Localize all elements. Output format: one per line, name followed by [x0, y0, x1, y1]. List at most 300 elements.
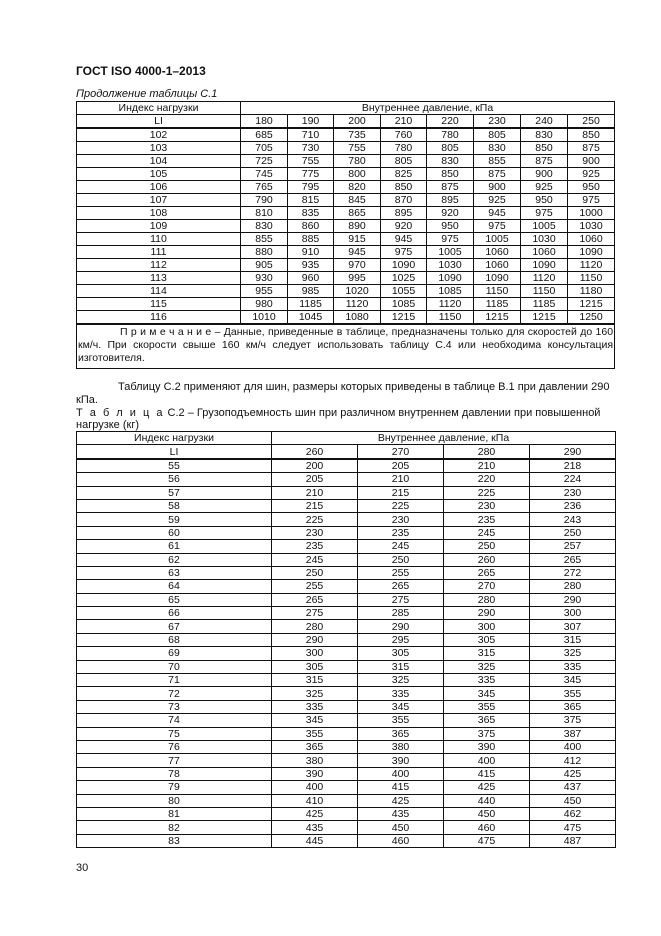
- table-row: [77, 553, 616, 566]
- table-row: [77, 700, 616, 713]
- table-cell: 265: [358, 580, 444, 593]
- table-cell: 410: [272, 794, 358, 807]
- table-cell: 365: [272, 740, 358, 753]
- table-row: [77, 181, 615, 194]
- table1-li-label: LI: [77, 115, 241, 129]
- table-cell: 1090: [381, 259, 427, 272]
- table-cell: 920: [427, 207, 474, 220]
- table-cell: 875: [427, 181, 474, 194]
- table2-pressure-header: Внутреннее давление, кПа: [272, 432, 616, 445]
- table2: [76, 431, 616, 848]
- table-cell: 380: [272, 754, 358, 767]
- table-cell: 1090: [568, 246, 615, 259]
- table-cell: 825: [381, 168, 427, 181]
- table-cell: 325: [358, 674, 444, 687]
- table-cell: 415: [358, 781, 444, 794]
- table-cell: 400: [530, 740, 616, 753]
- table-cell: 1120: [521, 272, 568, 285]
- table1-pressure-header: Внутреннее давление, кПа: [241, 102, 615, 115]
- table-cell: 745: [241, 168, 288, 181]
- pressure-header-cell: 190: [288, 115, 334, 129]
- table-cell: 335: [530, 660, 616, 673]
- table-row: [77, 807, 616, 820]
- table-cell: 860: [288, 220, 334, 233]
- table-cell: 1150: [521, 285, 568, 298]
- table-cell: 280: [530, 580, 616, 593]
- table-row: [77, 607, 616, 620]
- table-cell: 290: [358, 620, 444, 633]
- table1-note: [77, 324, 615, 369]
- table-cell: 415: [444, 767, 530, 780]
- table-cell: 1120: [568, 259, 615, 272]
- table-cell: 435: [272, 821, 358, 834]
- table-cell: 425: [444, 781, 530, 794]
- table-cell: 335: [444, 674, 530, 687]
- table-cell: 305: [272, 660, 358, 673]
- table-cell: 945: [334, 246, 381, 259]
- table-cell: 230: [444, 499, 530, 512]
- table-cell: 365: [530, 700, 616, 713]
- table-cell: 1005: [474, 233, 521, 246]
- table-row: [77, 727, 616, 740]
- table-cell: 257: [530, 540, 616, 553]
- table-cell: 265: [444, 566, 530, 579]
- table-cell: 1000: [568, 207, 615, 220]
- table-cell: 920: [381, 220, 427, 233]
- table-cell: 1215: [521, 311, 568, 325]
- table-row: [77, 513, 616, 526]
- table-cell: 1185: [474, 298, 521, 311]
- table-cell: 815: [288, 194, 334, 207]
- table-cell: 307: [530, 620, 616, 633]
- table-cell: 400: [272, 781, 358, 794]
- document-title: ГОСТ ISO 4000-1–2013: [76, 64, 206, 78]
- table-cell: 875: [568, 142, 615, 155]
- table-cell: 250: [272, 566, 358, 579]
- load-index-cell: 65: [77, 593, 272, 606]
- table-cell: 300: [530, 607, 616, 620]
- load-index-cell: 102: [77, 128, 241, 142]
- table-cell: 950: [568, 181, 615, 194]
- load-index-cell: 70: [77, 660, 272, 673]
- table-cell: 1060: [568, 233, 615, 246]
- table-cell: 220: [444, 473, 530, 486]
- table-cell: 1085: [381, 298, 427, 311]
- table-cell: 437: [530, 781, 616, 794]
- table-cell: 1180: [568, 285, 615, 298]
- table-cell: 1045: [288, 311, 334, 325]
- table-cell: 1150: [427, 311, 474, 325]
- table-cell: 995: [334, 272, 381, 285]
- table-cell: 475: [530, 821, 616, 834]
- load-index-cell: 114: [77, 285, 241, 298]
- table-row: [77, 821, 616, 834]
- table-cell: 355: [444, 700, 530, 713]
- table-cell: 895: [381, 207, 427, 220]
- table-row: [77, 633, 616, 646]
- table2-caption-label: Т а б л и ц а: [76, 407, 165, 419]
- table-cell: 210: [358, 473, 444, 486]
- table-cell: 1250: [568, 311, 615, 325]
- table-row: [77, 767, 616, 780]
- table-cell: 345: [272, 714, 358, 727]
- table-cell: 1215: [568, 298, 615, 311]
- load-index-cell: 106: [77, 181, 241, 194]
- page-number: 30: [76, 862, 89, 874]
- table-cell: 1055: [381, 285, 427, 298]
- table-cell: 475: [444, 834, 530, 847]
- table-cell: 1150: [474, 285, 521, 298]
- table-cell: 730: [288, 142, 334, 155]
- table2-li-label: LI: [77, 445, 272, 459]
- table-cell: 970: [334, 259, 381, 272]
- table-cell: 1030: [427, 259, 474, 272]
- table-cell: 400: [444, 754, 530, 767]
- table-cell: 945: [381, 233, 427, 246]
- table-cell: 855: [241, 233, 288, 246]
- load-index-cell: 62: [77, 553, 272, 566]
- table-cell: 325: [444, 660, 530, 673]
- pressure-header-cell: 230: [474, 115, 521, 129]
- table-cell: 280: [272, 620, 358, 633]
- table-cell: 305: [444, 633, 530, 646]
- table-row: [77, 647, 616, 660]
- table-cell: 205: [272, 473, 358, 486]
- pressure-header-cell: 200: [334, 115, 381, 129]
- table-cell: 685: [241, 128, 288, 142]
- table-row: [77, 473, 616, 486]
- table2-caption: [76, 407, 616, 431]
- table-row: [77, 674, 616, 687]
- table1: [76, 101, 615, 369]
- table-row: [77, 285, 615, 298]
- table-row: [77, 526, 616, 539]
- pressure-header-cell: 280: [444, 445, 530, 459]
- table-row: [77, 246, 615, 259]
- load-index-cell: 57: [77, 486, 272, 499]
- table-cell: 245: [358, 540, 444, 553]
- table-cell: 1215: [474, 311, 521, 325]
- table-cell: 1120: [334, 298, 381, 311]
- table-cell: 315: [358, 660, 444, 673]
- table1-index-header: Индекс нагрузки: [77, 102, 241, 115]
- table-cell: 400: [358, 767, 444, 780]
- table-cell: 375: [530, 714, 616, 727]
- table1-note-row: [77, 324, 615, 369]
- table-cell: 315: [444, 647, 530, 660]
- table-cell: 925: [521, 181, 568, 194]
- load-index-cell: 103: [77, 142, 241, 155]
- table-cell: 900: [474, 181, 521, 194]
- load-index-cell: 105: [77, 168, 241, 181]
- table-cell: 850: [427, 168, 474, 181]
- table-row: [77, 754, 616, 767]
- table-cell: 315: [530, 633, 616, 646]
- table-cell: 850: [521, 142, 568, 155]
- table-cell: 225: [272, 513, 358, 526]
- load-index-cell: 71: [77, 674, 272, 687]
- table-cell: 450: [358, 821, 444, 834]
- table-cell: 845: [334, 194, 381, 207]
- table-cell: 710: [288, 128, 334, 142]
- table-cell: 1120: [427, 298, 474, 311]
- table-cell: 910: [288, 246, 334, 259]
- table-cell: 243: [530, 513, 616, 526]
- table-cell: 290: [530, 593, 616, 606]
- table-cell: 735: [334, 128, 381, 142]
- table-row: [77, 620, 616, 633]
- table-row: [77, 168, 615, 181]
- table-cell: 865: [334, 207, 381, 220]
- pressure-header-cell: 220: [427, 115, 474, 129]
- table-cell: 295: [358, 633, 444, 646]
- table-cell: 830: [427, 155, 474, 168]
- load-index-cell: 115: [77, 298, 241, 311]
- table-cell: 975: [521, 207, 568, 220]
- table-row: [77, 834, 616, 847]
- table-cell: 345: [530, 674, 616, 687]
- table-cell: 820: [334, 181, 381, 194]
- table-cell: 450: [530, 794, 616, 807]
- table-cell: 390: [444, 740, 530, 753]
- table-row: [77, 259, 615, 272]
- table-cell: 725: [241, 155, 288, 168]
- table-row: [77, 220, 615, 233]
- load-index-cell: 111: [77, 246, 241, 259]
- table-cell: 830: [474, 142, 521, 155]
- table-cell: 255: [272, 580, 358, 593]
- table-row: [77, 298, 615, 311]
- load-index-cell: 76: [77, 740, 272, 753]
- table-cell: 985: [288, 285, 334, 298]
- table-row: [77, 233, 615, 246]
- table-cell: 780: [381, 142, 427, 155]
- table-cell: 225: [444, 486, 530, 499]
- table-cell: 775: [288, 168, 334, 181]
- load-index-cell: 63: [77, 566, 272, 579]
- table-cell: 230: [272, 526, 358, 539]
- load-index-cell: 110: [77, 233, 241, 246]
- table-cell: 200: [272, 459, 358, 473]
- load-index-cell: 80: [77, 794, 272, 807]
- table-row: [77, 142, 615, 155]
- table-cell: 830: [521, 128, 568, 142]
- pressure-header-cell: 180: [241, 115, 288, 129]
- table-row: [77, 459, 616, 473]
- table-cell: 805: [474, 128, 521, 142]
- load-index-cell: 61: [77, 540, 272, 553]
- table-cell: 236: [530, 499, 616, 512]
- table-cell: 365: [358, 727, 444, 740]
- table-cell: 325: [530, 647, 616, 660]
- pressure-header-cell: 290: [530, 445, 616, 459]
- table-cell: 218: [530, 459, 616, 473]
- table-cell: 210: [444, 459, 530, 473]
- table-cell: 224: [530, 473, 616, 486]
- table-cell: 1080: [334, 311, 381, 325]
- table-cell: 975: [427, 233, 474, 246]
- table1-caption: Продолжение таблицы С.1: [76, 88, 218, 100]
- table-cell: 235: [444, 513, 530, 526]
- load-index-cell: 104: [77, 155, 241, 168]
- table2-caption-text: С.2 – Грузоподъемность шин при различном внутреннем давлении при повышенной нагрузке (кг): [76, 407, 601, 431]
- table-cell: 980: [241, 298, 288, 311]
- table-cell: 930: [241, 272, 288, 285]
- table-row: [77, 580, 616, 593]
- pressure-header-cell: 270: [358, 445, 444, 459]
- table-cell: 280: [444, 593, 530, 606]
- table-cell: 780: [427, 128, 474, 142]
- table-cell: 435: [358, 807, 444, 820]
- table-cell: 275: [358, 593, 444, 606]
- table-cell: 945: [474, 207, 521, 220]
- load-index-cell: 72: [77, 687, 272, 700]
- table-cell: 1005: [521, 220, 568, 233]
- table-cell: 300: [272, 647, 358, 660]
- table-cell: 460: [358, 834, 444, 847]
- table-cell: 245: [272, 553, 358, 566]
- table-cell: 875: [521, 155, 568, 168]
- table-cell: 270: [444, 580, 530, 593]
- load-index-cell: 82: [77, 821, 272, 834]
- table-cell: 265: [530, 553, 616, 566]
- table-row: [77, 781, 616, 794]
- table-cell: 355: [358, 714, 444, 727]
- table-cell: 975: [474, 220, 521, 233]
- table-cell: 250: [444, 540, 530, 553]
- table-row: [77, 194, 615, 207]
- table-cell: 1090: [474, 272, 521, 285]
- table-cell: 760: [381, 128, 427, 142]
- table-cell: 440: [444, 794, 530, 807]
- table-cell: 705: [241, 142, 288, 155]
- table-cell: 900: [568, 155, 615, 168]
- load-index-cell: 64: [77, 580, 272, 593]
- table-cell: 880: [241, 246, 288, 259]
- table-row: [77, 794, 616, 807]
- load-index-cell: 58: [77, 499, 272, 512]
- table-cell: 1060: [474, 259, 521, 272]
- pressure-header-cell: 240: [521, 115, 568, 129]
- table-cell: 755: [288, 155, 334, 168]
- load-index-cell: 78: [77, 767, 272, 780]
- table-row: [77, 540, 616, 553]
- table-cell: 260: [444, 553, 530, 566]
- load-index-cell: 55: [77, 459, 272, 473]
- table-cell: 275: [272, 607, 358, 620]
- load-index-cell: 56: [77, 473, 272, 486]
- table2-index-header: Индекс нагрузки: [77, 432, 272, 445]
- table-cell: 1005: [427, 246, 474, 259]
- table-cell: 215: [358, 486, 444, 499]
- table-cell: 925: [568, 168, 615, 181]
- table-cell: 290: [444, 607, 530, 620]
- table-cell: 390: [272, 767, 358, 780]
- table-cell: 305: [358, 647, 444, 660]
- table-cell: 1025: [381, 272, 427, 285]
- table-cell: 355: [272, 727, 358, 740]
- table-row: [77, 128, 615, 142]
- table-cell: 780: [334, 155, 381, 168]
- table-cell: 950: [427, 220, 474, 233]
- load-index-cell: 69: [77, 647, 272, 660]
- pressure-header-cell: 250: [568, 115, 615, 129]
- table-row: [77, 740, 616, 753]
- table-cell: 925: [474, 194, 521, 207]
- table-cell: 955: [241, 285, 288, 298]
- table-cell: 425: [530, 767, 616, 780]
- table-cell: 875: [474, 168, 521, 181]
- table-cell: 345: [444, 687, 530, 700]
- table-cell: 855: [474, 155, 521, 168]
- table-cell: 325: [272, 687, 358, 700]
- table-cell: 975: [381, 246, 427, 259]
- table-cell: 1150: [568, 272, 615, 285]
- table-cell: 1060: [521, 246, 568, 259]
- table-cell: 790: [241, 194, 288, 207]
- table-cell: 365: [444, 714, 530, 727]
- table-cell: 1060: [474, 246, 521, 259]
- table-cell: 1030: [521, 233, 568, 246]
- table-cell: 425: [272, 807, 358, 820]
- load-index-cell: 108: [77, 207, 241, 220]
- table-cell: 810: [241, 207, 288, 220]
- table-cell: 375: [444, 727, 530, 740]
- table-cell: 345: [358, 700, 444, 713]
- table-row: [77, 272, 615, 285]
- load-index-cell: 67: [77, 620, 272, 633]
- load-index-cell: 66: [77, 607, 272, 620]
- table-cell: 1185: [521, 298, 568, 311]
- table-row: [77, 566, 616, 579]
- note-text: – Данные, приведенные в таблице, предназначены только для скоростей до 160 км/ч. При скорости свыше 160 км/ч следует использовать таблицу С.4 или необходима консультация изготовителя.: [78, 326, 614, 364]
- table-row: [77, 499, 616, 512]
- pressure-header-cell: 260: [272, 445, 358, 459]
- table-cell: 805: [381, 155, 427, 168]
- table-cell: 850: [568, 128, 615, 142]
- table-cell: 425: [358, 794, 444, 807]
- table-cell: 795: [288, 181, 334, 194]
- table-cell: 255: [358, 566, 444, 579]
- load-index-cell: 81: [77, 807, 272, 820]
- load-index-cell: 74: [77, 714, 272, 727]
- table-cell: 870: [381, 194, 427, 207]
- table-cell: 1185: [288, 298, 334, 311]
- table-cell: 805: [427, 142, 474, 155]
- table-cell: 460: [444, 821, 530, 834]
- table-row: [77, 155, 615, 168]
- table-cell: 225: [358, 499, 444, 512]
- table-row: [77, 486, 616, 499]
- table-cell: 755: [334, 142, 381, 155]
- table-cell: 960: [288, 272, 334, 285]
- table-cell: 765: [241, 181, 288, 194]
- load-index-cell: 59: [77, 513, 272, 526]
- table-row: [77, 311, 615, 325]
- table-cell: 800: [334, 168, 381, 181]
- table-cell: 315: [272, 674, 358, 687]
- table-cell: 230: [358, 513, 444, 526]
- table-cell: 230: [530, 486, 616, 499]
- table-cell: 935: [288, 259, 334, 272]
- table-cell: 950: [521, 194, 568, 207]
- pressure-header-cell: 210: [381, 115, 427, 129]
- load-index-cell: 107: [77, 194, 241, 207]
- table-cell: 235: [358, 526, 444, 539]
- table-cell: 850: [381, 181, 427, 194]
- table-row: [77, 660, 616, 673]
- table-cell: 210: [272, 486, 358, 499]
